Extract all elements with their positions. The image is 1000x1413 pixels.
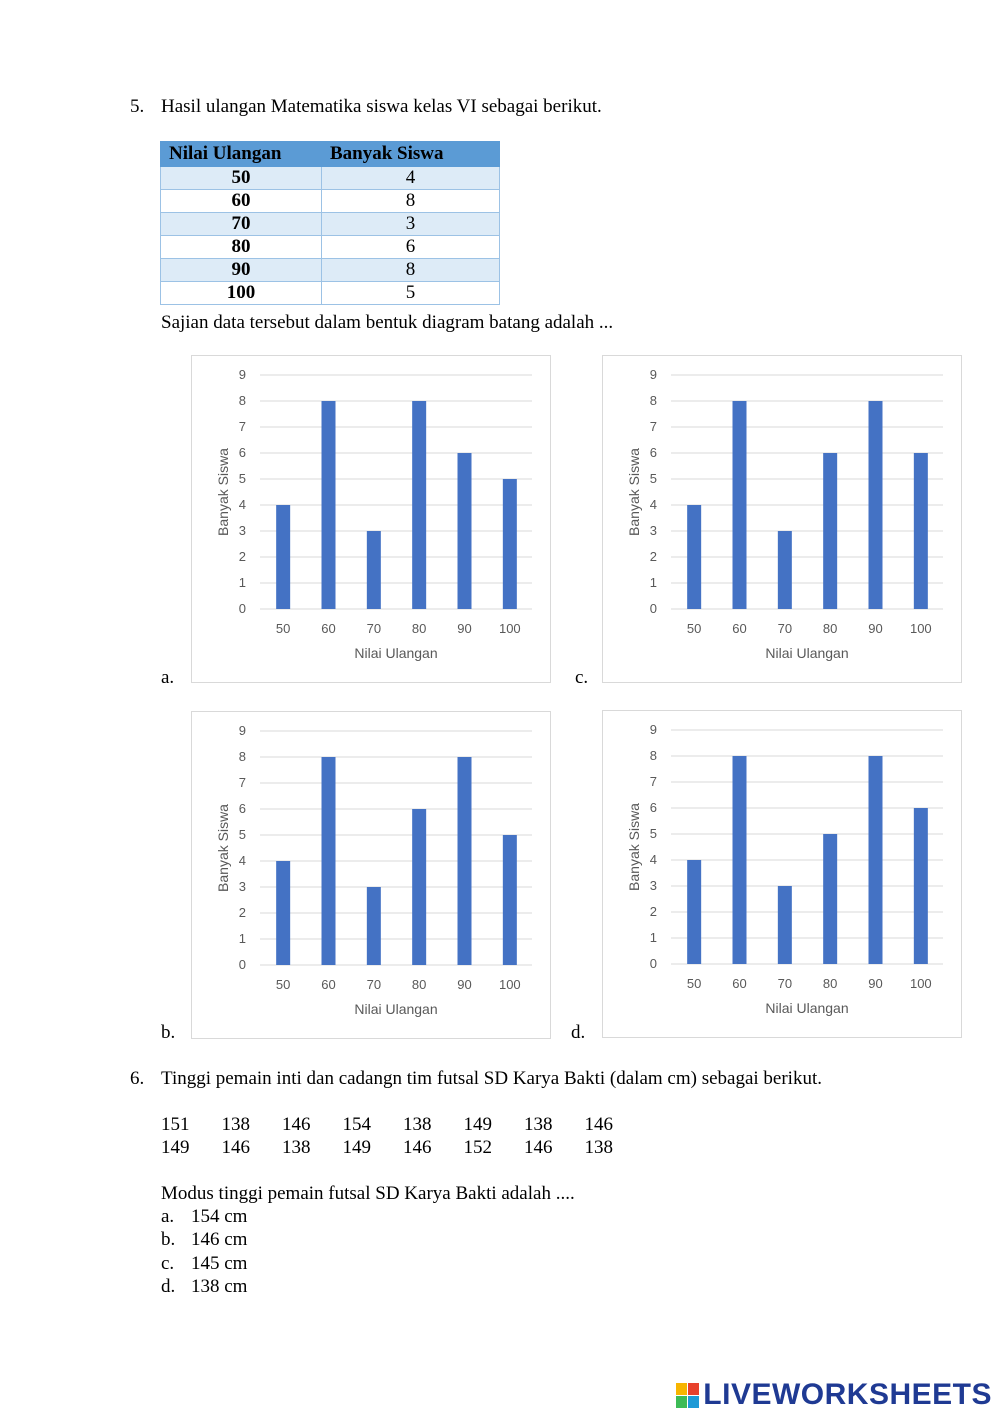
- answer-option-c[interactable]: [161, 1252, 247, 1275]
- question-6-number: 6.: [130, 1068, 145, 1089]
- x-axis-title: Nilai Ulangan: [354, 1001, 438, 1017]
- table-cell: 8: [322, 259, 500, 282]
- table-row: [161, 282, 500, 305]
- bar: [914, 808, 928, 964]
- y-tick-label: 9: [238, 367, 246, 382]
- bar: [367, 887, 381, 965]
- answer-option-b[interactable]: [161, 1228, 247, 1251]
- y-tick-label: 2: [649, 549, 657, 564]
- x-tick-label: 90: [457, 621, 472, 636]
- y-tick-label: 3: [649, 523, 657, 538]
- bar: [503, 479, 517, 609]
- table-cell: 5: [322, 282, 500, 305]
- y-tick-label: 6: [649, 800, 657, 815]
- x-tick-label: 70: [366, 977, 382, 992]
- answer-text: 146 cm: [191, 1229, 248, 1251]
- x-axis-title: Nilai Ulangan: [765, 1000, 849, 1016]
- y-tick-label: 4: [649, 852, 657, 867]
- answer-option-a[interactable]: [161, 1205, 247, 1228]
- y-axis-title: Banyak Siswa: [626, 803, 642, 891]
- y-tick-label: 8: [649, 393, 657, 408]
- table-cell: 70: [161, 213, 322, 236]
- x-tick-label: 70: [366, 621, 382, 636]
- bar-chart-a: [192, 356, 550, 682]
- table-cell: 3: [322, 213, 500, 236]
- answer-text: 145 cm: [191, 1252, 248, 1274]
- y-tick-label: 3: [238, 523, 246, 538]
- bar: [778, 886, 792, 964]
- height-value: 154: [342, 1114, 371, 1135]
- bar: [322, 401, 336, 609]
- y-tick-label: 2: [238, 549, 246, 564]
- height-value: 152: [463, 1137, 492, 1158]
- x-tick-label: 50: [275, 977, 291, 992]
- bar-chart-c: [603, 356, 961, 682]
- x-tick-label: 100: [909, 621, 932, 636]
- height-value: 146: [282, 1114, 311, 1135]
- height-value: 149: [463, 1114, 492, 1135]
- height-value: 138: [282, 1137, 311, 1158]
- x-axis-title: Nilai Ulangan: [765, 645, 849, 661]
- table-cell: 100: [161, 282, 322, 305]
- y-tick-label: 5: [238, 471, 246, 486]
- table-row: [161, 213, 500, 236]
- x-tick-label: 90: [868, 621, 883, 636]
- option-c-label: c.: [575, 667, 589, 688]
- y-axis-title: Banyak Siswa: [626, 448, 642, 536]
- x-tick-label: 80: [411, 977, 427, 992]
- table-row: [161, 190, 500, 213]
- y-axis-title: Banyak Siswa: [215, 448, 231, 536]
- bar-chart-d: [603, 711, 961, 1037]
- bar: [733, 756, 747, 964]
- option-d-label: d.: [571, 1022, 586, 1043]
- height-value: 146: [524, 1137, 553, 1158]
- y-tick-label: 9: [649, 367, 657, 382]
- y-tick-label: 7: [238, 419, 246, 434]
- bar: [733, 401, 747, 609]
- y-tick-label: 6: [238, 445, 246, 460]
- answer-letter: b.: [161, 1229, 176, 1251]
- question-6-text: Tinggi pemain inti dan cadangn tim futsal SD Karya Bakti (dalam cm) sebagai berikut.: [161, 1068, 822, 1089]
- answer-letter: c.: [161, 1252, 175, 1274]
- bar: [412, 809, 426, 965]
- y-tick-label: 0: [649, 601, 657, 616]
- question-5-text: Hasil ulangan Matematika siswa kelas VI sebagai berikut.: [161, 96, 602, 117]
- answer-text: 138 cm: [191, 1275, 248, 1297]
- height-data-row-1: [161, 1114, 645, 1136]
- table-cell: 60: [161, 190, 322, 213]
- answer-letter: a.: [161, 1206, 175, 1227]
- y-tick-label: 0: [238, 957, 246, 972]
- answer-text: 154 cm: [191, 1206, 248, 1227]
- y-tick-label: 8: [238, 393, 246, 408]
- bar: [823, 834, 837, 964]
- question-6-answers: [161, 1205, 247, 1298]
- x-axis-title: Nilai Ulangan: [354, 645, 438, 661]
- liveworksheets-logo[interactable]: [676, 1378, 992, 1412]
- x-tick-label: 100: [498, 621, 521, 636]
- height-value: 138: [584, 1137, 613, 1158]
- answer-option-d[interactable]: [161, 1275, 247, 1298]
- table-header-banyak: Banyak Siswa: [322, 142, 500, 167]
- y-tick-label: 7: [238, 775, 246, 790]
- x-tick-label: 50: [686, 621, 702, 636]
- x-tick-label: 60: [732, 976, 747, 991]
- height-value: 146: [584, 1114, 613, 1135]
- option-b-label: b.: [161, 1022, 176, 1043]
- x-tick-label: 70: [777, 621, 793, 636]
- table-cell: 8: [322, 190, 500, 213]
- y-tick-label: 6: [238, 801, 246, 816]
- bar: [687, 505, 701, 609]
- chart-option-d[interactable]: [602, 710, 962, 1038]
- y-tick-label: 4: [238, 497, 246, 512]
- liveworksheets-logo-text: LIVEWORKSHEETS: [703, 1378, 992, 1411]
- y-tick-label: 9: [649, 722, 657, 737]
- chart-option-a[interactable]: [191, 355, 551, 683]
- y-tick-label: 1: [238, 575, 246, 590]
- bar: [869, 756, 883, 964]
- table-cell: 6: [322, 236, 500, 259]
- chart-option-c[interactable]: [602, 355, 962, 683]
- y-tick-label: 4: [238, 853, 246, 868]
- x-tick-label: 80: [411, 621, 427, 636]
- table-cell: 90: [161, 259, 322, 282]
- height-value: 138: [524, 1114, 553, 1135]
- height-value: 138: [221, 1114, 250, 1135]
- bar: [687, 860, 701, 964]
- question-5-prompt: Sajian data tersebut dalam bentuk diagram batang adalah ...: [161, 312, 614, 333]
- y-tick-label: 4: [649, 497, 657, 512]
- table-row: [161, 259, 500, 282]
- y-tick-label: 8: [649, 748, 657, 763]
- x-tick-label: 70: [777, 976, 793, 991]
- y-tick-label: 5: [649, 826, 657, 841]
- table-cell: 4: [322, 167, 500, 190]
- bar: [869, 401, 883, 609]
- bar: [322, 757, 336, 965]
- y-tick-label: 8: [238, 749, 246, 764]
- x-tick-label: 90: [457, 977, 472, 992]
- y-tick-label: 0: [649, 956, 657, 971]
- table-row: [161, 167, 500, 190]
- y-tick-label: 1: [238, 931, 246, 946]
- x-tick-label: 60: [321, 621, 336, 636]
- height-value: 151: [161, 1114, 190, 1135]
- option-a-label: a.: [161, 667, 175, 688]
- bar: [778, 531, 792, 609]
- table-header-row: [161, 142, 500, 167]
- y-axis-title: Banyak Siswa: [215, 804, 231, 892]
- table-row: [161, 236, 500, 259]
- height-value: 146: [221, 1137, 250, 1158]
- bar: [412, 401, 426, 609]
- y-tick-label: 0: [238, 601, 246, 616]
- bar: [276, 505, 290, 609]
- table-cell: 50: [161, 167, 322, 190]
- bar: [458, 453, 472, 609]
- height-value: 146: [403, 1137, 432, 1158]
- bar: [914, 453, 928, 609]
- bar: [458, 757, 472, 965]
- question-5-number: 5.: [130, 96, 145, 117]
- x-tick-label: 50: [686, 976, 702, 991]
- liveworksheets-logo-icon: [676, 1383, 699, 1408]
- y-tick-label: 2: [649, 904, 657, 919]
- y-tick-label: 1: [649, 575, 657, 590]
- y-tick-label: 3: [238, 879, 246, 894]
- y-tick-label: 6: [649, 445, 657, 460]
- x-tick-label: 100: [909, 976, 932, 991]
- x-tick-label: 100: [498, 977, 521, 992]
- y-tick-label: 1: [649, 930, 657, 945]
- bar: [823, 453, 837, 609]
- height-value: 149: [161, 1137, 190, 1158]
- y-tick-label: 7: [649, 774, 657, 789]
- bar: [367, 531, 381, 609]
- y-tick-label: 3: [649, 878, 657, 893]
- x-tick-label: 50: [275, 621, 291, 636]
- x-tick-label: 60: [732, 621, 747, 636]
- chart-option-b[interactable]: [191, 711, 551, 1039]
- answer-letter: d.: [161, 1275, 176, 1297]
- height-value: 138: [403, 1114, 432, 1135]
- bar: [503, 835, 517, 965]
- y-tick-label: 7: [649, 419, 657, 434]
- bar: [276, 861, 290, 965]
- y-tick-label: 5: [238, 827, 246, 842]
- x-tick-label: 80: [822, 976, 838, 991]
- table-header-nilai: Nilai Ulangan: [161, 142, 322, 167]
- height-data-row-2: [161, 1137, 645, 1159]
- y-tick-label: 5: [649, 471, 657, 486]
- bar-chart-b: [192, 712, 550, 1038]
- y-tick-label: 9: [238, 723, 246, 738]
- table-cell: 80: [161, 236, 322, 259]
- x-tick-label: 90: [868, 976, 883, 991]
- score-table: [160, 141, 500, 305]
- question-6-prompt: Modus tinggi pemain futsal SD Karya Bakti adalah ....: [161, 1183, 575, 1204]
- x-tick-label: 80: [822, 621, 838, 636]
- height-value: 149: [342, 1137, 371, 1158]
- y-tick-label: 2: [238, 905, 246, 920]
- x-tick-label: 60: [321, 977, 336, 992]
